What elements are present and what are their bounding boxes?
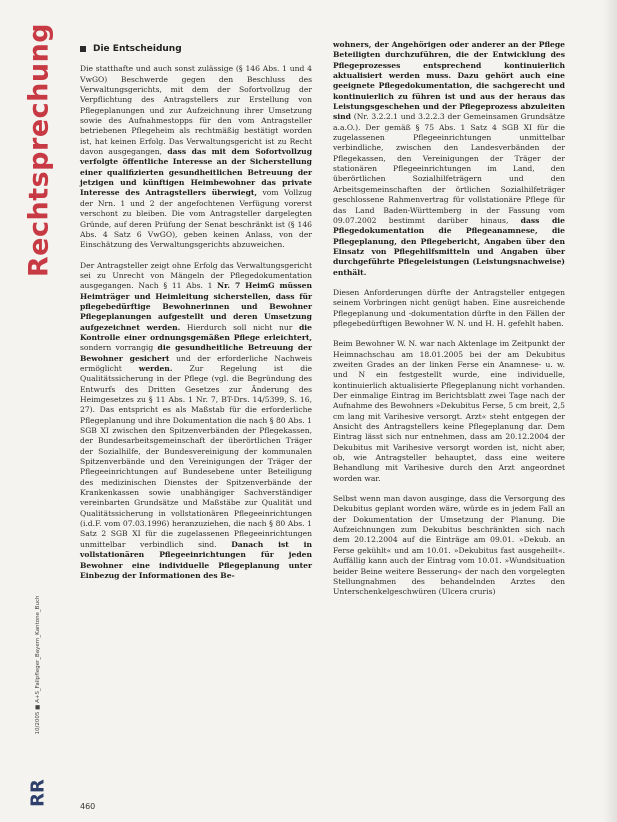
text-run: Die statthafte und auch sonst zulässige (§ 146 Abs. 1 und 4 VwGO) Beschwerde gegen den Beschluss des Verwaltungsgerichts, mit dem der Sofortvollzug der Verpflichtung des Antragstellers zur Erstellung von Pflegeplanungen und zur Aufzeichnung ihrer Umsetzung sowie des Aufnahmestopps für den vom Antragsteller betriebenen Pflegeheim als rechtmäßig bestätigt worden ist, hat keinen Erfolg. Das Verwaltungsgericht ist zu Recht davon ausgegangen, bbox=[80, 64, 312, 157]
section-heading bbox=[80, 44, 312, 54]
bold-run: werden. bbox=[138, 363, 173, 373]
text-run: sondern vorrangig bbox=[80, 343, 158, 353]
journal-strip bbox=[26, 560, 50, 810]
text-run: vom Vollzug der Nrn. 1 und 2 der angefochtenen Verfügung vorerst verschont zu bleiben. Die vom Antragsteller dargelegten Gründe, auf deren Prüfung der Senat beschränkt ist (§ 146 Abs. 4 Satz 6 VwGO), geben keinen Anlass, von der Einschätzung des Verwaltungsgerichts abzuweichen. bbox=[80, 188, 312, 250]
paragraph: Diesen Anforderungen dürfte der Antragsteller entgegen seinem Vorbringen nicht genügt haben. Eine ausreichende Pflegeplanung und -dokumentation dürfte in den Fällen der pflegebedürftigen Bewohner W. N. und H. H. gefehlt haben. bbox=[333, 287, 565, 328]
section-tag bbox=[22, 22, 56, 278]
text-run: Der Antragsteller zeigt ohne Erfolg das Verwaltungsgericht sei zu Unrecht von Mängeln der Pflegedokumentation ausgegangen. Nach § 11 Abs. 1 bbox=[80, 260, 312, 291]
bold-run: wohners, der Angehörigen oder anderer an der Pflege Beteiligten durchzuführen, die der Entwicklung des Pflegeprozesses entsprechend kontinuierlich aktualisiert werden muss. Dazu gehört auch eine geeignete Pflegedokumentation, die sachgerecht und kontinuierlich zu führen ist und aus der heraus das Leistungsgeschehen und der Pflegeprozess abzuleiten sind bbox=[333, 40, 565, 122]
text-run: (Nr. 3.2.2.1 und 3.2.2.3 der Gemeinsamen Grundsätze a.a.O.). Der gemäß § 75 Abs. 1 Satz 4 SGB XI für die zugelassenen Pflegeeinrichtungen unmittelbar verbindliche, zwischen den Landesverbänden der Pflegekassen, den Vereinigungen der Träger der stationären Pflegeeinrichtungen im Land, den überörtlichen Sozialhilfeträgern und den Arbeitsgemeinschaften der örtlichen Sozialhilfeträger geschlossene Rahmenvertrag für vollstationäre Pflege für das Land Baden-Württemberg in der Fassung vom 09.07.2002 bestimmt darüber hinaus, bbox=[333, 112, 565, 225]
bold-run: Nr. 7 HeimG müssen Heimträger und Heimleitung sicherstellen, dass für pflegebedürftige Bewohnerinnen und Bewohner Pflegeplanungen aufgestellt und deren Umsetzung aufgezeichnet werden. bbox=[80, 281, 312, 332]
text-run: Hierdurch soll nicht nur bbox=[180, 322, 299, 332]
journal-logo bbox=[26, 776, 50, 810]
paragraph bbox=[80, 64, 312, 250]
journal-meta-text: 10/2005 ■ A+S_Fallpfleger_Bayern_Kantone_Buch bbox=[35, 595, 41, 735]
paragraph bbox=[80, 261, 312, 582]
page-edge-shadow bbox=[603, 0, 617, 822]
heading-text: Die Entscheidung bbox=[93, 44, 182, 54]
section-label: Rechtsprechung bbox=[23, 22, 55, 278]
bold-run: die Kontrolle einer ordnungsgemäßen Pflege erleichtert, bbox=[80, 322, 312, 342]
journal-meta bbox=[26, 560, 50, 770]
page-number: 460 bbox=[80, 802, 96, 811]
text-run: und der erforderliche Nachweis ermöglicht bbox=[80, 353, 312, 373]
paragraph: Selbst wenn man davon ausginge, dass die Versorgung des Dekubitus geplant worden wäre, würde es in jedem Fall an der Dokumentation der Umsetzung der Planung. Die Aufzeichnungen zum Dekubitus beschränkten sich nach dem 20.12.2004 auf die Einträge am 09.01. »Dekub. an Ferse gekühlt« und am 10.01. »Dekubitus fast ausgeheilt«. Auffällig kann auch der Eintrag vom 10.01. »Wundsituation beider Beine weitere Besserung« der nach den vorgelegten Stellungnahmen des behandelnden Arztes den Unterschenkelgeschwüren (Ulcera cruris) bbox=[333, 494, 565, 597]
left-paragraphs bbox=[80, 64, 312, 581]
paragraph bbox=[333, 40, 565, 278]
bold-run: die gesundheitliche Betreuung der Bewohner gesichert bbox=[80, 343, 312, 363]
bold-run: dass die Pflegedokumentation die Pflegeanamnese, die Pflegeplanung, den Pflegebericht, Angaben über den Einsatz von Pflegehilfsmitteln und Angaben über durchgeführte Pflegeleistungen (Leistungsnachweise) enthält. bbox=[333, 215, 566, 277]
text-run: Zur Regelung ist die Qualitätssicherung in der Pflege (vgl. die Begründung des Entwurfs des Dritten Gesetzes zur Änderung des Heimgesetzes zu § 11 Abs. 1 Nr. 7, BT-Drs. 14/5399, S. 16, 27). Das entspricht es als Maßstab für die erforderliche Pflegeplanung und ihre Dokumentation die nach § 80 Abs. 1 SGB XI zwischen den Spitzenverbänden der Pflegekassen, der Bundesarbeitsgemeinschaft der überörtlichen Träger der Sozialhilfe, der Bundesvereinigung der kommunalen Spitzenverbände und den Vereinigungen der Träger der Pflegeeinrichtungen auf Bundesebene unter Beteiligung des medizinischen Dienstes der Spitzenverbände der Krankenkassen sowie unabhängiger Sachverständiger vereinbarten Grundsätze und Maßstäbe zur Qualität und Qualitätssicherung in vollstationären Pflegeeinrichtungen (i.d.F. vom 07.03.1996) heranzuziehen, die nach § 80 Abs. 1 Satz 2 SGB XI für die zugelassenen Pflegeeinrichtungen unmittelbar verbindlich sind. bbox=[80, 363, 312, 549]
right-column bbox=[333, 40, 565, 812]
journal-logo-text: RR bbox=[27, 779, 49, 807]
right-paragraphs bbox=[333, 40, 565, 598]
bold-run: Danach ist in vollstationären Pflegeeinrichtungen für jeden Bewohner eine individuelle Pflegeplanung unter Einbezug der Informationen des Be- bbox=[80, 539, 312, 580]
left-column bbox=[80, 40, 312, 800]
bold-run: dass das mit dem Sofortvollzug verfolgte öffentliche Interesse an der Sicherstellung einer qualifizierten gesundheitlichen Betreuung der jetzigen und künftigen Heimbewohner das private Interesse des Antragstellers überwiegt, bbox=[80, 147, 313, 198]
heading-bullet-icon bbox=[80, 46, 86, 52]
paragraph: Beim Bewohner W. N. war nach Aktenlage im Zeitpunkt der Heimnachschau am 18.01.2005 bei der am Dekubitus zweiten Grades an der linken Ferse ein Anamnese- u. w. und N ein festgestellt wurde, eine individuelle, kontinuierlich aktualisierte Pflegeplanung nicht vorhanden. Der einmalige Eintrag im Berichtsblatt zwei Tage nach der Aufnahme des Bewohners »Dekubitus Ferse, 5 cm breit, 2,5 cm lang mit Varihesive versorgt. Arzt« steht entgegen der Ansicht des Antragstellers keine Pflegeplanung dar. Dem Eintrag lässt sich nur entnehmen, dass am 20.12.2004 der Dekubitus mit Varihesive versorgt worden ist, nicht aber, ob, wie Antragsteller behauptet, dass eine weitere Behandlung mit Varihesive durch den Arzt angeordnet worden war. bbox=[333, 339, 565, 483]
